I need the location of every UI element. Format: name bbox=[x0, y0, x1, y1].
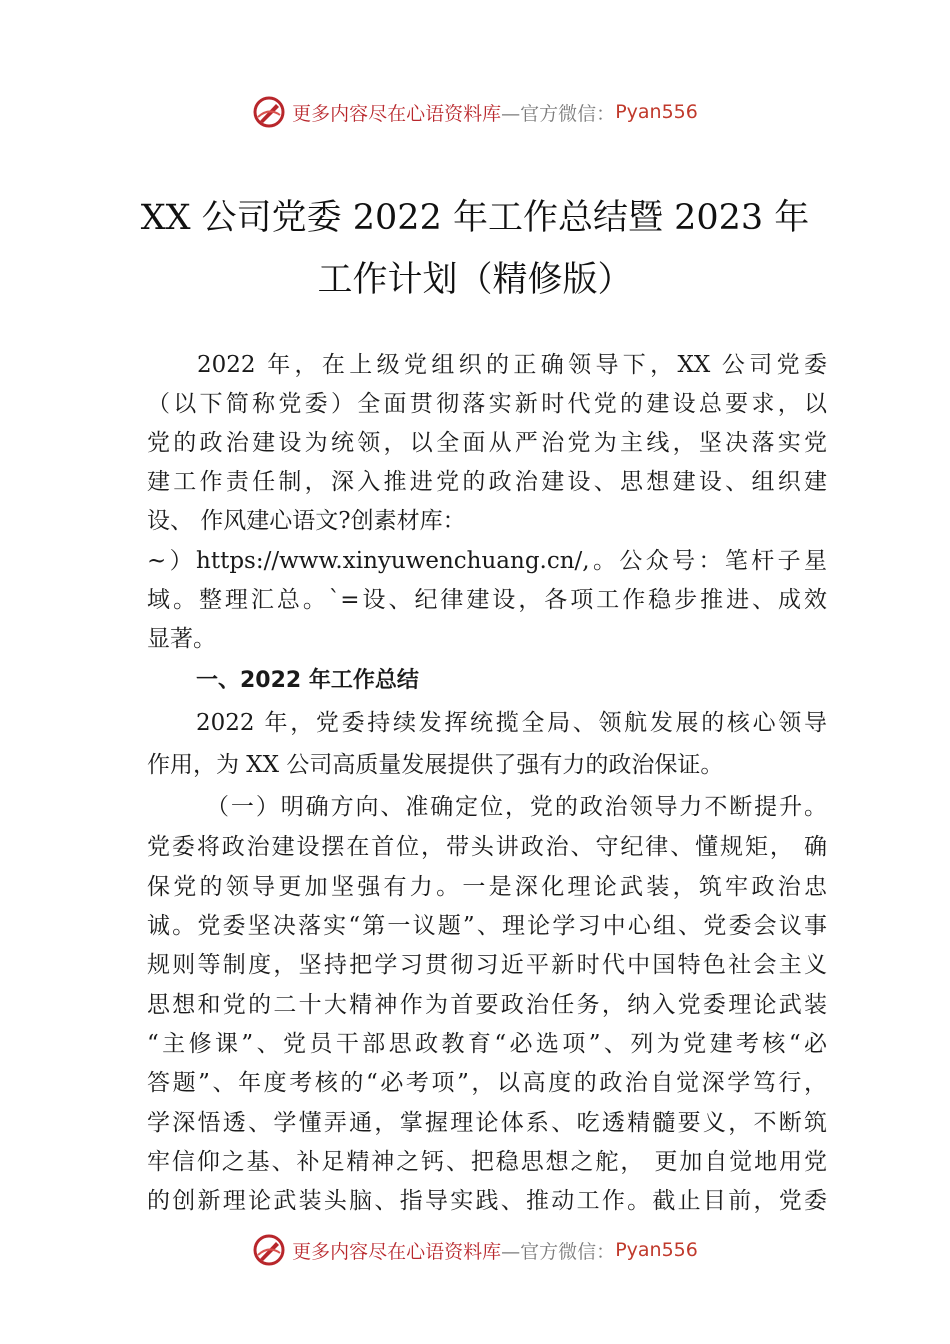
section-heading: 一、2022 年工作总结 bbox=[196, 668, 419, 693]
body-line: 党的政治建设为统领，以全面从严治党为主线，坚决落实党 bbox=[147, 430, 827, 456]
banner-wechat-id: Pyan556 bbox=[615, 101, 698, 123]
header-banner bbox=[0, 95, 950, 129]
body-line: “主修课”、党员干部思政教育“必选项”、列为党建考核“必 bbox=[147, 1031, 827, 1057]
banner-wechat-id: Pyan556 bbox=[615, 1239, 698, 1261]
brush-logo-icon bbox=[252, 95, 286, 129]
body-line: 党委将政治建设摆在首位，带头讲政治、守纪律、懂规矩， 确 bbox=[147, 834, 827, 860]
body-line: 作用，为 XX 公司高质量发展提供了强有力的政治保证。 bbox=[147, 752, 724, 778]
body-line: 的创新理论武装头脑、指导实践、推动工作。截止目前，党委 bbox=[147, 1188, 827, 1214]
body-line: 牢信仰之基、补足精神之钙、把稳思想之舵， 更加自觉地用党 bbox=[147, 1149, 827, 1175]
banner-site-name: 更多内容尽在心语资料库 bbox=[292, 1240, 502, 1263]
subsection-heading: （一）明确方向、准确定位，党的政治领导力不断提升。 bbox=[206, 794, 827, 820]
body-line: 建工作责任制，深入推进党的政治建设、思想建设、组织建 bbox=[147, 469, 827, 495]
banner-wechat-label: —官方微信： bbox=[501, 1240, 616, 1263]
banner-site-name: 更多内容尽在心语资料库 bbox=[292, 102, 502, 125]
body-line: 答题”、年度考核的“必考项”，以高度的政治自觉深学笃行， bbox=[147, 1070, 827, 1096]
body-line: 思想和党的二十大精神作为首要政治任务，纳入党委理论武装 bbox=[147, 992, 827, 1018]
body-line: 2022 年，在上级党组织的正确领导下，XX 公司党委 bbox=[197, 352, 827, 378]
document-title-line-1: XX 公司党委 2022 年工作总结暨 2023 年 bbox=[140, 198, 810, 238]
footer-banner bbox=[0, 1233, 950, 1267]
body-line: 学深悟透、学懂弄通，掌握理论体系、吃透精髓要义，不断筑 bbox=[147, 1110, 827, 1136]
body-line: ~）https://www.xinyuwenchuang.cn/,。公众号：笔杆子星 bbox=[147, 548, 827, 574]
body-line: 诚。党委坚决落实“第一议题”、理论学习中心组、党委会议事 bbox=[147, 913, 827, 939]
document-title-line-2: 工作计划（精修版） bbox=[317, 260, 633, 300]
body-line: 显著。 bbox=[147, 626, 216, 652]
body-line: 设、 作风建心语文?创素材库： bbox=[147, 508, 466, 534]
body-line: 保党的领导更加坚强有力。一是深化理论武装，筑牢政治忠 bbox=[147, 874, 827, 900]
brush-logo-icon bbox=[252, 1233, 286, 1267]
body-line: 规则等制度，坚持把学习贯彻习近平新时代中国特色社会主义 bbox=[147, 952, 827, 978]
banner-wechat-label: —官方微信： bbox=[501, 102, 616, 125]
body-line: 域。整理汇总。`=设、纪律建设，各项工作稳步推进、成效 bbox=[147, 587, 827, 613]
body-line: 2022 年，党委持续发挥统揽全局、领航发展的核心领导 bbox=[196, 710, 827, 736]
body-line: （以下简称党委）全面贯彻落实新时代党的建设总要求，以 bbox=[147, 391, 827, 417]
